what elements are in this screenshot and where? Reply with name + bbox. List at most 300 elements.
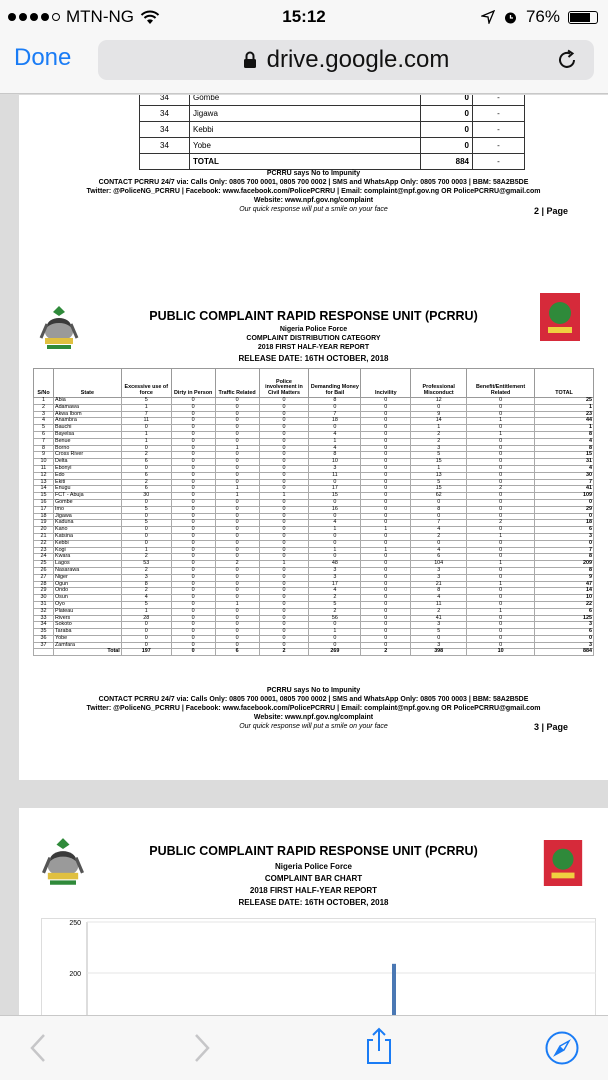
table-cell: 6 [121, 472, 171, 479]
table-cell: 0 [361, 459, 411, 466]
table-cell: 0 [215, 540, 259, 547]
table-cell: 0 [309, 404, 361, 411]
column-header: Police involvement in Civil Matters [259, 369, 309, 398]
footer-contact: CONTACT PCRRU 24/7 via: Calls Only: 0805 700 0001, 0805 700 0002 | SMS and WhatsApp Only: 0805 700 0003 | BBM: 58A2B5DE [98, 696, 529, 703]
table-cell: 3 [309, 574, 361, 581]
release-date: RELEASE DATE: 16TH OCTOBER, 2018 [238, 898, 389, 907]
table-cell: 0 [467, 472, 535, 479]
table-cell: 4 [309, 431, 361, 438]
table-cell: Ekiti [53, 479, 121, 486]
table-cell: 3 [535, 533, 594, 540]
table-cell: Cross River [53, 452, 121, 459]
table-cell: 0 [215, 506, 259, 513]
table-cell: 0 [171, 588, 215, 595]
table-cell: 0 [467, 438, 535, 445]
footer-social: Twitter: @PoliceNG_PCRRU | Facebook: www.facebook.com/PolicePCRRU | Email: complaint@npf.gov.ng OR PolicePCRRU@gmail.com [86, 705, 541, 712]
table-cell: 2 [309, 608, 361, 615]
table-row [140, 122, 525, 138]
table-cell: 0 [309, 635, 361, 642]
table-cell: 1 [259, 561, 309, 568]
table-cell: 0 [361, 635, 411, 642]
table-cell: 0 [121, 629, 171, 636]
table-cell: 0 [215, 411, 259, 418]
table-row [34, 493, 594, 500]
table-cell: 0 [535, 513, 594, 520]
safari-compass-icon[interactable] [544, 1030, 580, 1066]
table-cell: 0 [259, 540, 309, 547]
table-cell: Borno [53, 445, 121, 452]
table-cell: 0 [121, 527, 171, 534]
table-cell: 4 [411, 527, 467, 534]
table-cell: 0 [535, 635, 594, 642]
table-cell: 0 [215, 635, 259, 642]
table-cell: 4 [411, 595, 467, 602]
table-cell: 0 [171, 649, 215, 656]
table-cell: 15 [535, 452, 594, 459]
table-cell: 28 [121, 615, 171, 622]
table-cell: 0 [215, 398, 259, 405]
table-cell: 0 [361, 581, 411, 588]
table-cell: 14 [535, 588, 594, 595]
table-cell: 0 [467, 574, 535, 581]
table-cell: 3 [34, 411, 54, 418]
battery-icon [568, 11, 598, 24]
table-cell: 0 [121, 635, 171, 642]
table-row [34, 533, 594, 540]
table-cell: 3 [411, 445, 467, 452]
table-cell: 22 [34, 540, 54, 547]
table-cell: 0 [121, 533, 171, 540]
page-number: 2 | Page [533, 206, 568, 216]
table-cell: 0 [467, 479, 535, 486]
table-cell: 0 [411, 540, 467, 547]
table-cell: 0 [171, 635, 215, 642]
table-cell: 6 [215, 649, 259, 656]
table-cell: 0 [259, 465, 309, 472]
pdf-page-3 [19, 274, 608, 780]
table-cell: 3 [411, 642, 467, 649]
table-cell: 0 [171, 459, 215, 466]
table-cell: 3 [121, 574, 171, 581]
report-category: COMPLAINT DISTRIBUTION CATEGORY [246, 335, 381, 342]
table-cell: Osun [53, 595, 121, 602]
table-cell: 0 [421, 95, 473, 106]
table-row [34, 465, 594, 472]
table-row [34, 608, 594, 615]
table-row [34, 411, 594, 418]
table-cell: 3 [309, 465, 361, 472]
table-cell: 0 [309, 642, 361, 649]
table-cell: 0 [171, 581, 215, 588]
table-cell: 0 [361, 479, 411, 486]
table-cell: 47 [535, 581, 594, 588]
table-cell: 48 [309, 561, 361, 568]
table-cell: 2 [121, 588, 171, 595]
table-cell: 0 [215, 533, 259, 540]
table-cell: 10 [467, 649, 535, 656]
table-cell: 10 [535, 595, 594, 602]
table-cell: 0 [171, 520, 215, 527]
table-cell: 0 [259, 431, 309, 438]
table-cell: 0 [467, 527, 535, 534]
table-cell: 0 [259, 411, 309, 418]
table-cell: 3 [411, 622, 467, 629]
table-cell: 5 [34, 425, 54, 432]
table-cell: 0 [309, 499, 361, 506]
table-cell: 0 [121, 499, 171, 506]
table-cell: 0 [171, 615, 215, 622]
table-cell: 23 [34, 547, 54, 554]
table-cell: 0 [467, 588, 535, 595]
table-cell: 2 [467, 520, 535, 527]
table-cell: 31 [535, 459, 594, 466]
table-cell: 2 [361, 649, 411, 656]
footer-slogan: Our quick response will put a smile on your face [239, 723, 388, 730]
table-row [34, 547, 594, 554]
carrier-label: MTN-NG [66, 7, 134, 26]
table-cell: 0 [361, 615, 411, 622]
table-cell [34, 649, 54, 656]
table-cell: 0 [215, 622, 259, 629]
table-cell: 34 [34, 622, 54, 629]
pdf-page-2 [19, 95, 608, 277]
share-icon[interactable] [364, 1026, 394, 1066]
table-cell: - [473, 95, 525, 106]
table-cell: 0 [121, 642, 171, 649]
release-date: RELEASE DATE: 16TH OCTOBER, 2018 [238, 354, 389, 363]
url-bar[interactable] [98, 40, 594, 80]
table-cell: 0 [361, 608, 411, 615]
table-cell: 12 [411, 398, 467, 405]
table-cell: 5 [121, 601, 171, 608]
table-cell: 37 [34, 642, 54, 649]
table-cell: 10 [309, 459, 361, 466]
table-cell: 0 [361, 398, 411, 405]
table-cell: 0 [361, 465, 411, 472]
table-cell: 0 [259, 608, 309, 615]
table-cell: 0 [215, 608, 259, 615]
table-cell: 398 [411, 649, 467, 656]
back-icon[interactable] [26, 1031, 50, 1065]
table-cell: TOTAL [190, 154, 421, 170]
table-cell: 0 [259, 527, 309, 534]
table-cell: 0 [361, 404, 411, 411]
report-org: Nigeria Police Force [275, 862, 352, 871]
table-cell: 0 [171, 547, 215, 554]
table-cell: 0 [467, 615, 535, 622]
table-cell: Bayelsa [53, 431, 121, 438]
table-cell: 0 [171, 398, 215, 405]
table-cell: 14 [34, 486, 54, 493]
table-cell: 0 [171, 595, 215, 602]
table-cell: 1 [215, 445, 259, 452]
table-cell: 5 [309, 601, 361, 608]
table-cell: 1 [309, 547, 361, 554]
table-cell: 0 [171, 527, 215, 534]
table-row [34, 438, 594, 445]
table-cell: Kogi [53, 547, 121, 554]
table-cell: Zamfara [53, 642, 121, 649]
table-cell: 6 [121, 459, 171, 466]
table-cell: 30 [535, 472, 594, 479]
table-cell: 7 [34, 438, 54, 445]
table-cell: Sokoto [53, 622, 121, 629]
table-cell: 0 [361, 561, 411, 568]
table-cell: 15 [411, 459, 467, 466]
table-cell: 7 [411, 520, 467, 527]
table-cell: 2 [34, 404, 54, 411]
table-cell: 0 [467, 601, 535, 608]
table-cell: 0 [259, 486, 309, 493]
table-cell: 5 [121, 398, 171, 405]
table-cell: 1 [215, 601, 259, 608]
table-cell: 0 [361, 425, 411, 432]
table-cell: 22 [535, 601, 594, 608]
table-cell: 0 [171, 642, 215, 649]
table-cell: Edo [53, 472, 121, 479]
table-cell: 29 [34, 588, 54, 595]
table-cell: 1 [467, 581, 535, 588]
table-row [34, 595, 594, 602]
table-cell: 0 [467, 404, 535, 411]
table-cell: Adamawa [53, 404, 121, 411]
forward-icon[interactable] [190, 1031, 214, 1065]
table-row [34, 445, 594, 452]
table-cell: 0 [309, 479, 361, 486]
table-cell: Bauchi [53, 425, 121, 432]
table-cell: Akwa Ibom [53, 411, 121, 418]
table-cell: 8 [309, 398, 361, 405]
table-cell: 884 [421, 154, 473, 170]
table-cell: 0 [215, 520, 259, 527]
table-cell: 0 [259, 547, 309, 554]
footer-social: Twitter: @PoliceNG_PCRRU | Facebook: www.facebook.com/PolicePCRRU | Email: complaint@npf.gov.ng OR PolicePCRRU@gmail.com [86, 188, 541, 195]
table-cell: 8 [309, 452, 361, 459]
table-cell: 0 [467, 499, 535, 506]
table-cell: 0 [171, 506, 215, 513]
table-cell: 0 [215, 479, 259, 486]
column-header: Excessive use of force [121, 369, 171, 398]
status-bar [0, 0, 608, 34]
table-cell: 0 [309, 540, 361, 547]
table-cell: 0 [259, 581, 309, 588]
table-row [34, 574, 594, 581]
table-cell: 29 [535, 506, 594, 513]
table-cell: Ogun [53, 581, 121, 588]
table-cell: 0 [171, 567, 215, 574]
table-cell: 2 [121, 554, 171, 561]
table-cell: 0 [215, 581, 259, 588]
table-cell: 2 [411, 533, 467, 540]
table-row [34, 506, 594, 513]
table-row [34, 629, 594, 636]
table-cell: 0 [259, 595, 309, 602]
reload-icon[interactable] [556, 49, 578, 71]
table-cell: 2 [215, 561, 259, 568]
table-cell: 0 [121, 445, 171, 452]
report-period: 2018 FIRST HALF-YEAR REPORT [257, 344, 370, 351]
table-cell: - [473, 154, 525, 170]
table-cell: 0 [171, 445, 215, 452]
table-cell: 0 [361, 411, 411, 418]
table-cell: 25 [535, 398, 594, 405]
table-cell: 0 [259, 601, 309, 608]
table-cell: 0 [171, 629, 215, 636]
table-row [34, 425, 594, 432]
footer-website: Website: www.npf.gov.ng/complaint [253, 714, 374, 721]
table-cell: 0 [259, 499, 309, 506]
table-cell: 0 [361, 438, 411, 445]
table-cell: 0 [259, 472, 309, 479]
table-cell: 26 [34, 567, 54, 574]
table-cell: 1 [34, 398, 54, 405]
table-cell: 0 [467, 452, 535, 459]
table-cell: 0 [309, 554, 361, 561]
table-cell: Katsina [53, 533, 121, 540]
table-cell: 3 [535, 642, 594, 649]
table-cell: - [473, 122, 525, 138]
table-cell: 0 [361, 629, 411, 636]
table-cell: 0 [467, 506, 535, 513]
table-cell: 0 [215, 629, 259, 636]
table-cell: 14 [411, 418, 467, 425]
table-cell: 197 [121, 649, 171, 656]
table-cell: 6 [411, 554, 467, 561]
table-cell: 0 [171, 622, 215, 629]
table-cell: 1 [215, 493, 259, 500]
table-cell: 0 [215, 567, 259, 574]
table-cell: 1 [411, 465, 467, 472]
table-cell: 28 [34, 581, 54, 588]
table-cell: 10 [34, 459, 54, 466]
table-cell: 6 [535, 608, 594, 615]
table-cell: 0 [259, 533, 309, 540]
table-cell: Jigawa [53, 513, 121, 520]
table-cell: 2 [309, 595, 361, 602]
table-cell: 20 [34, 527, 54, 534]
table-cell: 1 [467, 608, 535, 615]
table-cell: 0 [467, 547, 535, 554]
done-button[interactable]: Done [14, 44, 72, 71]
table-cell: Benue [53, 438, 121, 445]
table-cell: 0 [467, 459, 535, 466]
table-cell: 4 [309, 520, 361, 527]
table-cell: Delta [53, 459, 121, 466]
table-cell: 2 [121, 567, 171, 574]
table-cell: 0 [361, 540, 411, 547]
table-cell: 0 [171, 411, 215, 418]
table-cell: 1 [121, 547, 171, 554]
complaint-distribution-table [33, 368, 594, 656]
table-cell: 0 [361, 595, 411, 602]
table-cell: Niger [53, 574, 121, 581]
table-cell: 0 [361, 445, 411, 452]
table-cell: Total [53, 649, 121, 656]
table-cell: 0 [467, 425, 535, 432]
table-cell: 1 [121, 438, 171, 445]
document-viewer[interactable] [0, 95, 608, 1015]
table-cell: Kwara [53, 554, 121, 561]
table-cell: 0 [467, 493, 535, 500]
table-cell: 0 [259, 459, 309, 466]
table-cell: Kebbi [190, 122, 421, 138]
table-cell: 0 [171, 554, 215, 561]
table-cell: 0 [215, 615, 259, 622]
table-cell: - [473, 106, 525, 122]
table-row [34, 513, 594, 520]
table-cell: Lagos [53, 561, 121, 568]
table-cell: 18 [34, 513, 54, 520]
table-cell: Enugu [53, 486, 121, 493]
table-cell: 6 [535, 629, 594, 636]
footer-tagline: PCRRU says No to Impunity [266, 687, 361, 694]
table-cell: 0 [215, 438, 259, 445]
table-cell: 1 [361, 527, 411, 534]
table-cell: 0 [411, 499, 467, 506]
table-cell: 0 [171, 513, 215, 520]
lock-icon [243, 51, 257, 69]
table-cell: 0 [215, 513, 259, 520]
table-cell: 0 [361, 567, 411, 574]
table-cell: 2 [411, 608, 467, 615]
table-cell: 0 [171, 404, 215, 411]
table-cell: 13 [411, 472, 467, 479]
table-cell: 4 [34, 418, 54, 425]
table-row [34, 567, 594, 574]
table-cell: 2 [411, 438, 467, 445]
table-row [140, 138, 525, 154]
table-row [34, 527, 594, 534]
table-cell: Gombe [190, 95, 421, 106]
table-cell: 0 [259, 574, 309, 581]
table-cell: 0 [309, 425, 361, 432]
column-header: TOTAL [535, 369, 594, 398]
table-cell: 0 [421, 138, 473, 154]
table-cell [140, 154, 190, 170]
table-row [34, 561, 594, 568]
table-cell: 0 [171, 601, 215, 608]
table-cell: 0 [259, 554, 309, 561]
table-cell: 0 [259, 404, 309, 411]
table-cell: 0 [259, 629, 309, 636]
table-cell: 24 [34, 554, 54, 561]
column-header: Professional Misconduct [411, 369, 467, 398]
table-cell: 884 [535, 649, 594, 656]
column-header: S/No [34, 369, 54, 398]
table-cell: 1 [467, 561, 535, 568]
table-cell: 0 [259, 642, 309, 649]
table-cell: 8 [535, 445, 594, 452]
table-cell: Taraba [53, 629, 121, 636]
column-header: Benefit/Entitlement Related [467, 369, 535, 398]
table-cell: 9 [411, 411, 467, 418]
table-cell: 0 [361, 588, 411, 595]
table-cell: 0 [215, 554, 259, 561]
table-cell: 11 [309, 472, 361, 479]
table-cell: 0 [215, 472, 259, 479]
table-cell: 0 [215, 588, 259, 595]
table-cell: 104 [411, 561, 467, 568]
table-row [34, 479, 594, 486]
table-cell: 1 [309, 438, 361, 445]
report-category: COMPLAINT BAR CHART [264, 874, 363, 883]
column-header: Traffic Related [215, 369, 259, 398]
table-cell: 0 [259, 567, 309, 574]
clock: 15:12 [282, 7, 326, 26]
table-cell: 0 [361, 431, 411, 438]
table-cell: 1 [535, 425, 594, 432]
table-cell: 0 [259, 452, 309, 459]
